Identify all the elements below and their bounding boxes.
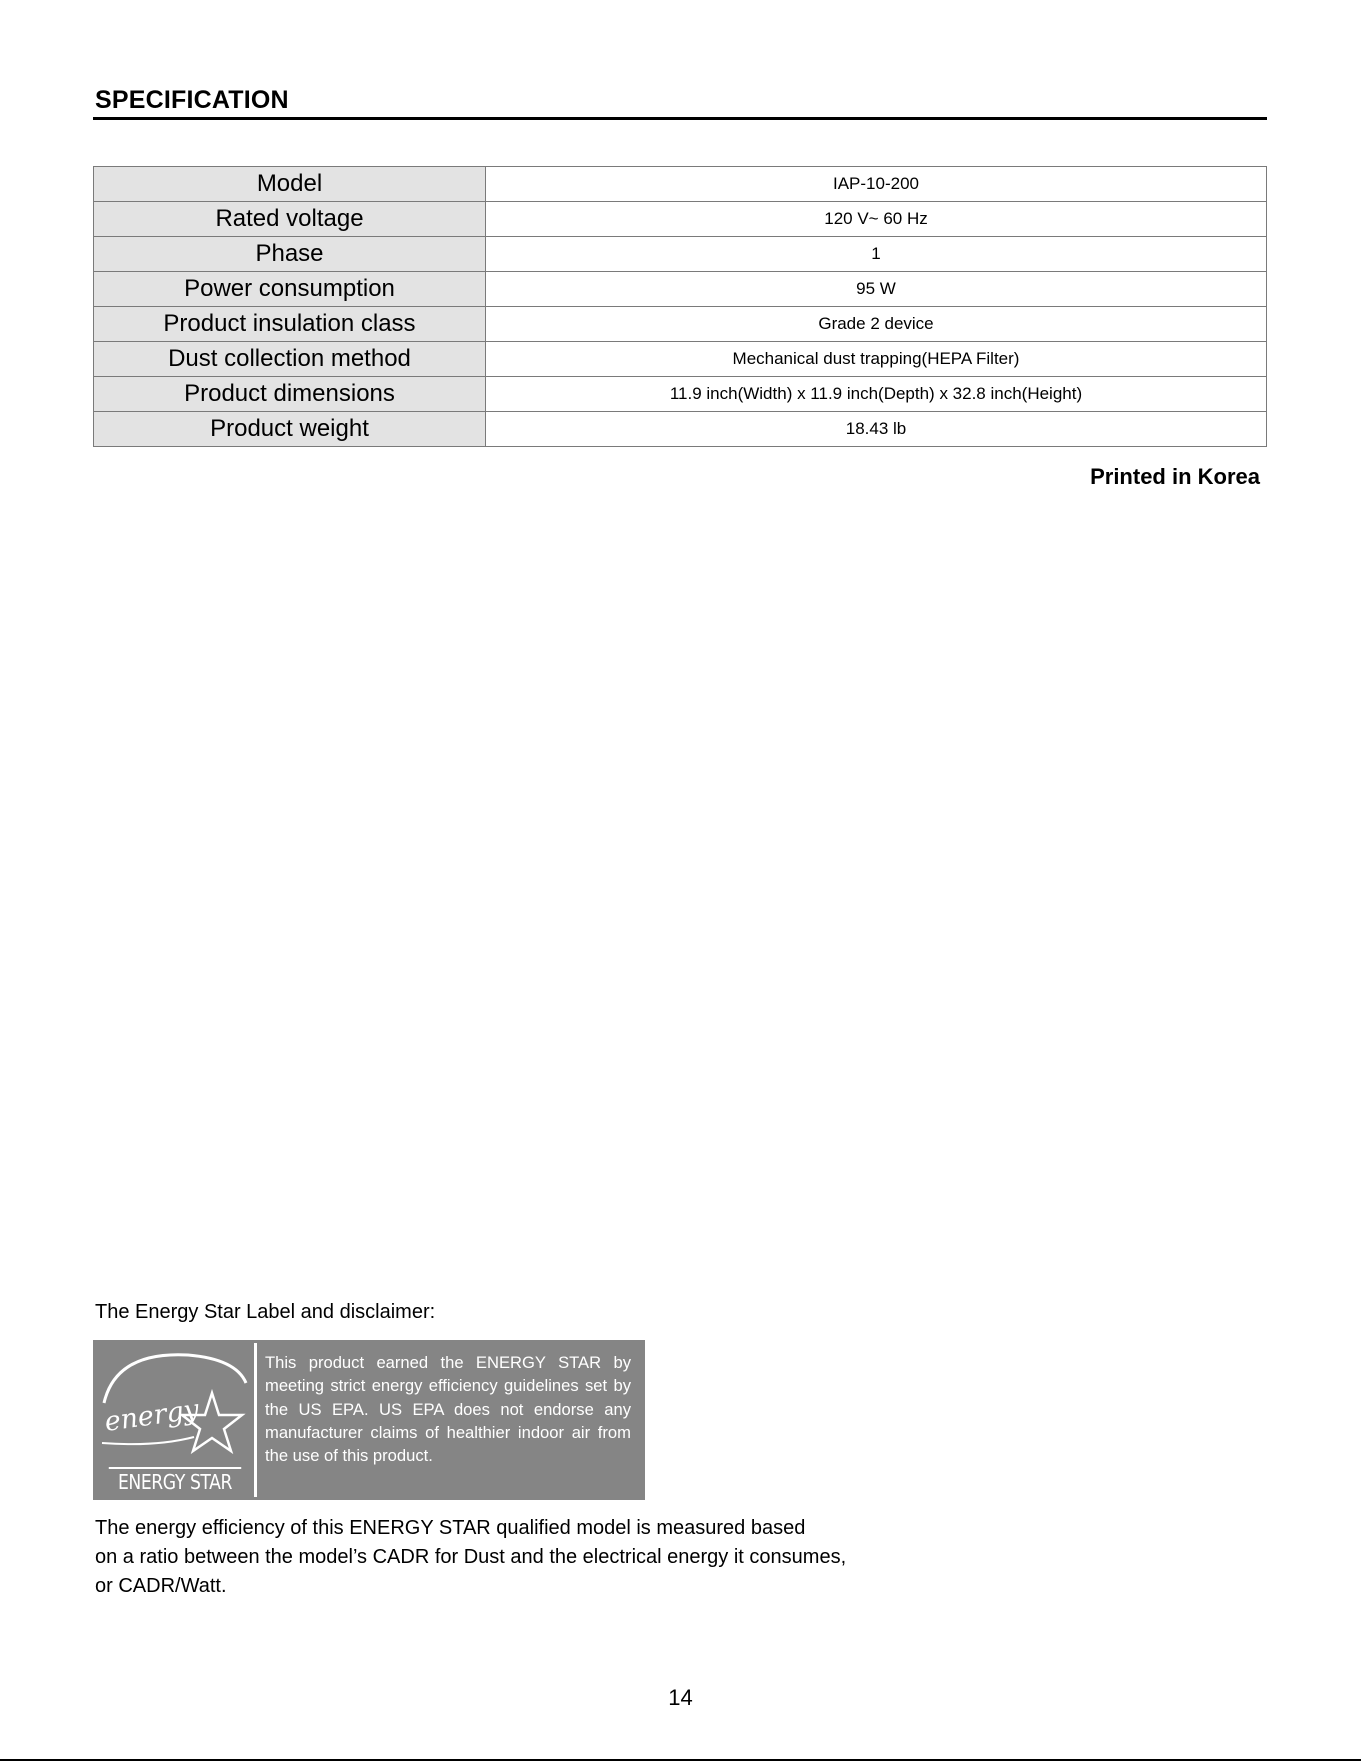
row-value: Grade 2 device (486, 307, 1267, 342)
paragraph-line: or CADR/Watt. (95, 1575, 227, 1597)
printed-in-note: Printed in Korea (1090, 464, 1260, 489)
spec-table (93, 166, 1267, 447)
energy-star-logo-label: ENERGY STAR (109, 1467, 241, 1495)
table-row (94, 342, 1267, 377)
row-label: Product insulation class (94, 307, 486, 342)
table-row (94, 412, 1267, 447)
page-number: 14 (668, 1685, 693, 1710)
paragraph-line: on a ratio between the model’s CADR for Dust and the electrical energy it consumes, (95, 1546, 847, 1568)
energy-star-heading: The Energy Star Label and disclaimer: (95, 1301, 436, 1323)
row-label: Model (94, 167, 486, 202)
paragraph-line: The energy efficiency of this ENERGY STAR qualified model is measured based (95, 1517, 806, 1539)
energy-star-label (93, 1340, 645, 1500)
table-row (94, 202, 1267, 237)
row-value: 120 V~ 60 Hz (486, 202, 1267, 237)
row-value: IAP-10-200 (486, 167, 1267, 202)
row-label: Power consumption (94, 272, 486, 307)
row-label: Product weight (94, 412, 486, 447)
row-value: 95 W (486, 272, 1267, 307)
table-row (94, 307, 1267, 342)
svg-text:energy: energy (102, 1394, 201, 1438)
table-row (94, 377, 1267, 412)
row-value: 1 (486, 237, 1267, 272)
row-label: Product dimensions (94, 377, 486, 412)
row-label: Dust collection method (94, 342, 486, 377)
energy-star-logo (96, 1343, 257, 1497)
table-row (94, 272, 1267, 307)
row-label: Rated voltage (94, 202, 486, 237)
title-rule (93, 117, 1267, 120)
row-value: Mechanical dust trapping(HEPA Filter) (486, 342, 1267, 377)
energy-efficiency-paragraph (95, 1514, 1025, 1601)
row-label: Phase (94, 237, 486, 272)
section-title: SPECIFICATION (95, 86, 289, 114)
row-value: 18.43 lb (486, 412, 1267, 447)
table-row (94, 237, 1267, 272)
table-row (94, 167, 1267, 202)
energy-star-disclaimer: This product earned the ENERGY STAR by meeting strict energy efficiency guidelines set by the US EPA. US EPA does not endorse any manufacturer claims of healthier indoor air from the use of this product. (265, 1353, 631, 1466)
row-value: 11.9 inch(Width) x 11.9 inch(Depth) x 32.8 inch(Height) (486, 377, 1267, 412)
energy-star-logo-icon (96, 1343, 254, 1469)
